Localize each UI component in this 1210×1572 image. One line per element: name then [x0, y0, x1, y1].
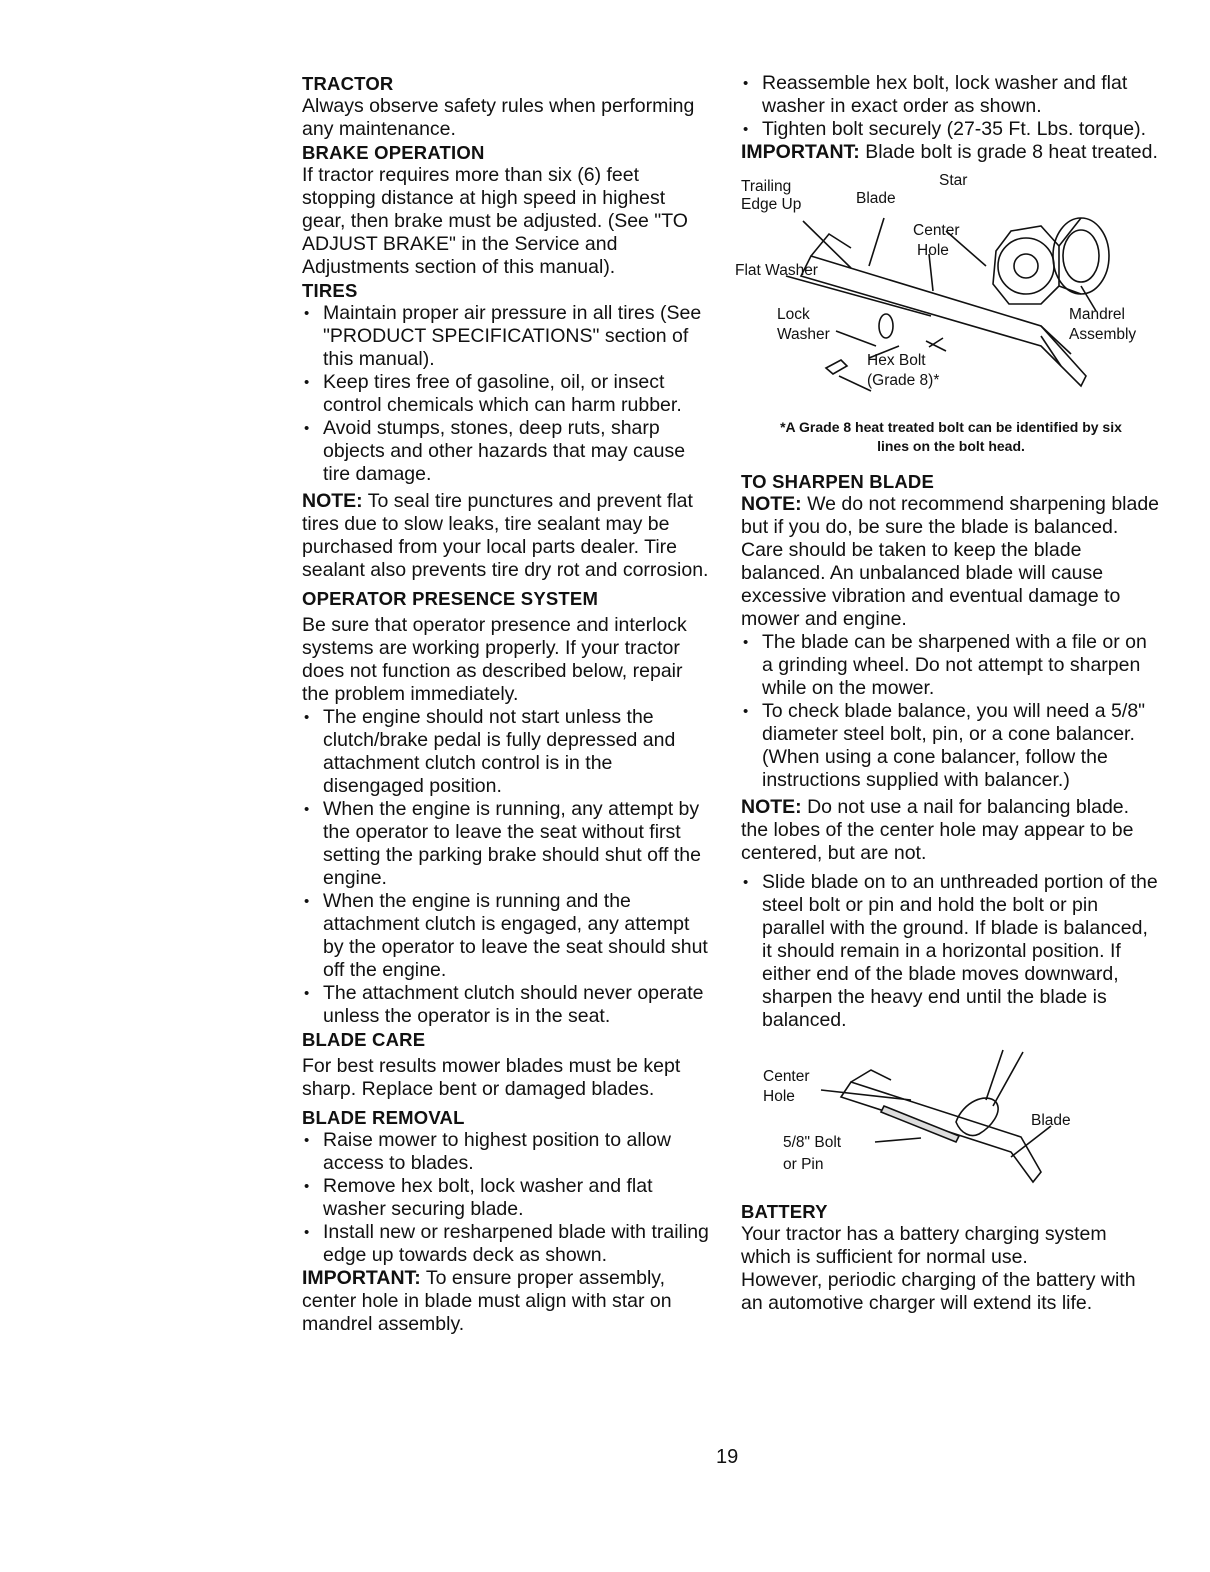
left-column [302, 72, 712, 1336]
list-item: • Reassemble hex bolt, lock washer and flat washer in exact order as shown. [741, 72, 1161, 118]
blade-assembly-drawing [741, 176, 1161, 416]
balance-figure [741, 1042, 1161, 1192]
list-item: • Maintain proper air pressure in all tires (See "PRODUCT SPECIFICATIONS" section of this manual). [302, 302, 712, 371]
blade-label: Blade [856, 190, 896, 207]
list-item: • When the engine is running and the attachment clutch is engaged, any attempt by the operator to leave the seat should shut off the engine. [302, 890, 712, 982]
hex-bolt-label: Hex Bolt [867, 352, 926, 369]
center-label: Center [763, 1068, 810, 1085]
blade-label: Blade [1031, 1112, 1071, 1129]
blade-removal-heading: BLADE REMOVAL [302, 1107, 465, 1128]
or-pin-label: or Pin [783, 1156, 824, 1173]
caption-line: lines on the bolt head. [877, 438, 1025, 454]
list-item: • Slide blade on to an unthreaded portion of the steel bolt or pin and hold the bolt or pin parallel with the ground. If blade is balanced, it should remain in a horizontal position. If either end of the blade moves downward, sharpen the heavy end until the blade is balanced. [741, 871, 1161, 1032]
list-item: • Raise mower to highest position to allow access to blades. [302, 1129, 712, 1175]
tires-heading: TIRES [302, 280, 358, 301]
tires-list [302, 302, 712, 486]
list-item: • Install new or resharpened blade with trailing edge up towards deck as shown. [302, 1221, 712, 1267]
ops-heading: OPERATOR PRESENCE SYSTEM [302, 588, 599, 609]
battery-heading: BATTERY [741, 1201, 828, 1222]
list-item: • Avoid stumps, stones, deep ruts, sharp objects and other hazards that may cause tire damage. [302, 417, 712, 486]
brake-heading: BRAKE OPERATION [302, 142, 485, 163]
sharpen-care-text: Care should be taken to keep the blade balanced. An unbalanced blade will cause excessive vibration and eventual damage to mower and engine. [741, 539, 1121, 630]
reassemble-list [741, 72, 1161, 141]
assembly-label: Assembly [1069, 326, 1137, 343]
sharpen-heading: TO SHARPEN BLADE [741, 471, 935, 492]
caption-line: *A Grade 8 heat treated bolt can be identified by six [780, 419, 1122, 435]
edge-up-label: Edge Up [741, 196, 802, 213]
washer-label: Washer [777, 326, 830, 343]
note-label: NOTE: [741, 493, 802, 515]
blade-care-heading: BLADE CARE [302, 1029, 426, 1050]
sharpen-note1 [741, 493, 1161, 539]
trailing-label: Trailing [741, 178, 792, 195]
tires-note [302, 490, 712, 582]
flat-washer-label: Flat Washer [735, 262, 818, 279]
reassemble-important [741, 141, 1161, 164]
battery-text-1: Your tractor has a battery charging system which is sufficient for normal use. [741, 1223, 1107, 1268]
list-item: • Remove hex bolt, lock washer and flat washer securing blade. [302, 1175, 712, 1221]
important-label: IMPORTANT: [741, 141, 860, 163]
blade-removal-important [302, 1267, 712, 1336]
grade-label: (Grade 8)* [867, 372, 940, 389]
star-label: Star [939, 172, 968, 189]
tractor-heading: TRACTOR [302, 73, 394, 94]
mandrel-label: Mandrel [1069, 306, 1125, 323]
list-item: • When the engine is running, any attempt by the operator to leave the seat without first setting the parking brake should shut off the engine. [302, 798, 712, 890]
tractor-intro: Always observe safety rules when performing any maintenance. [302, 95, 695, 140]
important-text: To ensure proper assembly, center hole in blade must align with star on mandrel assembly. [302, 1267, 672, 1335]
right-column [735, 72, 1161, 1315]
note-label: NOTE: [302, 490, 363, 512]
list-item: • The blade can be sharpened with a file or on a grinding wheel. Do not attempt to sharpen while on the mower. [741, 631, 1161, 700]
list-item: • The attachment clutch should never operate unless the operator is in the seat. [302, 982, 712, 1028]
list-item: • To check blade balance, you will need a 5/8" diameter steel bolt, pin, or a cone balancer. (When using a cone balancer, follow the instructions supplied with balancer.) [741, 700, 1161, 792]
bolt-label: 5/8" Bolt [783, 1134, 842, 1151]
sharpen-list-2 [741, 871, 1161, 1032]
blade-care-text: For best results mower blades must be kept sharp. Replace bent or damaged blades. [302, 1055, 681, 1100]
note-text: Do not use a nail for balancing blade. the lobes of the center hole may appear to be centered, but are not. [741, 796, 1134, 864]
brake-text: If tractor requires more than six (6) feet stopping distance at high speed in highest gear, then brake must be adjusted. (See "TO ADJUST BRAKE" in the Service and Adjustments section of this manual). [302, 164, 688, 278]
hole-label: Hole [763, 1088, 795, 1105]
page-number: 19 [716, 1446, 739, 1468]
note-text: To seal tire punctures and prevent flat tires due to slow leaks, tire sealant may be purchased from your local parts dealer. Tire sealant also prevents tire dry rot and corrosion. [302, 490, 709, 581]
lock-label: Lock [777, 306, 810, 323]
sharpen-list [741, 631, 1161, 792]
ops-text: Be sure that operator presence and interlock systems are working properly. If your tractor does not function as described below, repair the problem immediately. [302, 614, 687, 705]
battery-text-2: However, periodic charging of the battery with an automotive charger will extend its life. [741, 1269, 1136, 1314]
blade-removal-list [302, 1129, 712, 1267]
sharpen-note2 [741, 796, 1161, 865]
ops-list [302, 706, 712, 1028]
hole-label: Hole [917, 242, 949, 259]
important-label: IMPORTANT: [302, 1267, 421, 1289]
list-item: • The engine should not start unless the clutch/brake pedal is fully depressed and attachment clutch control is in the disengaged position. [302, 706, 712, 798]
figure-caption [741, 418, 1161, 456]
center-label: Center [913, 222, 960, 239]
important-text: Blade bolt is grade 8 heat treated. [859, 141, 1158, 163]
list-item: • Tighten bolt securely (27-35 Ft. Lbs. torque). [741, 118, 1161, 141]
blade-assembly-figure [735, 172, 1161, 416]
note-text: We do not recommend sharpening blade but if you do, be sure the blade is balanced. [741, 493, 1160, 538]
list-item: • Keep tires free of gasoline, oil, or insect control chemicals which can harm rubber. [302, 371, 712, 417]
note-label: NOTE: [741, 796, 802, 818]
